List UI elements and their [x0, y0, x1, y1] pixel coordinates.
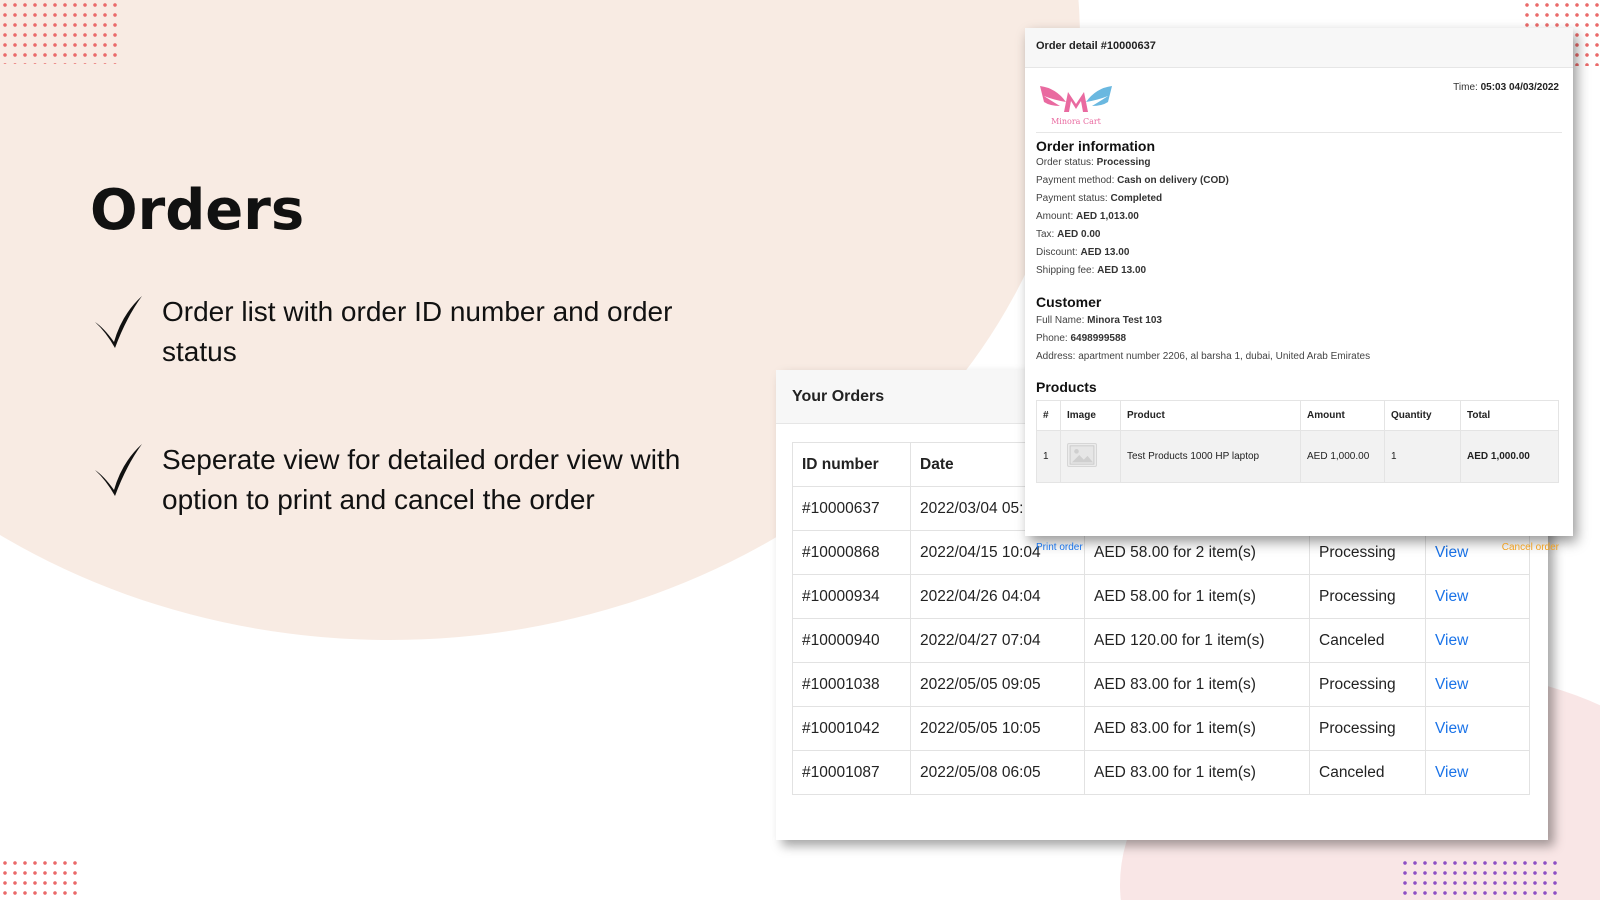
product-total: AED 1,000.00	[1461, 431, 1559, 483]
view-order-link[interactable]: View	[1426, 707, 1530, 751]
order-amount: AED 120.00 for 1 item(s)	[1085, 619, 1310, 663]
order-date: 2022/05/08 06:05	[911, 751, 1085, 795]
time-value: 05:03 04/03/2022	[1480, 82, 1559, 93]
kv-value: apartment number 2206, al barsha 1, dubai, United Arab Emirates	[1078, 351, 1371, 362]
slide-title: Orders	[90, 178, 305, 243]
order-id: #10000637	[793, 487, 911, 531]
payment-status-line	[1036, 193, 1162, 204]
dot-pattern-bottom-left	[0, 858, 80, 900]
products-table	[1036, 400, 1559, 483]
time-label: Time:	[1453, 82, 1478, 93]
order-status: Canceled	[1310, 619, 1426, 663]
view-order-link[interactable]: View	[1426, 619, 1530, 663]
orders-title: Your Orders	[776, 370, 1548, 424]
kv-value: AED 13.00	[1080, 247, 1130, 258]
kv-label: Order status:	[1036, 157, 1094, 168]
order-info-title: Order information	[1036, 138, 1156, 154]
product-num: 1	[1037, 431, 1061, 483]
order-amount: AED 83.00 for 1 item(s)	[1085, 663, 1310, 707]
column-header-date: Date	[911, 443, 1085, 487]
kv-value: Minora Test 103	[1087, 315, 1162, 326]
order-id: #10001087	[793, 751, 911, 795]
order-time	[1453, 82, 1559, 93]
column-header-total: Total	[1461, 401, 1559, 431]
product-name: Test Products 1000 HP laptop	[1121, 431, 1301, 483]
table-row	[793, 707, 1530, 751]
full-name-line	[1036, 315, 1162, 326]
feature-item	[92, 440, 702, 520]
order-date: 2022/04/27 07:04	[911, 619, 1085, 663]
product-amount: AED 1,000.00	[1301, 431, 1385, 483]
kv-value: AED 0.00	[1057, 229, 1101, 240]
order-amount: AED 58.00 for 1 item(s)	[1085, 575, 1310, 619]
kv-label: Payment status:	[1036, 193, 1108, 204]
order-id: #10001038	[793, 663, 911, 707]
address-line	[1036, 351, 1370, 362]
cancel-order-link[interactable]: Cancel order	[1501, 542, 1559, 553]
logo-wings-icon	[1036, 78, 1116, 128]
table-row	[793, 575, 1530, 619]
order-status: Canceled	[1310, 751, 1426, 795]
column-header-num: #	[1037, 401, 1061, 431]
kv-label: Discount:	[1036, 247, 1078, 258]
column-header-image: Image	[1061, 401, 1121, 431]
kv-label: Shipping fee:	[1036, 265, 1095, 276]
print-order-link[interactable]: Print order	[1036, 542, 1083, 553]
kv-label: Address:	[1036, 351, 1076, 362]
order-amount: AED 58.00 for 2 item(s)	[1085, 531, 1310, 575]
kv-value: Completed	[1110, 193, 1163, 204]
order-id: #10000940	[793, 619, 911, 663]
order-date: 2022/03/04 05:	[911, 487, 1085, 531]
view-order-link[interactable]: View	[1426, 575, 1530, 619]
products-title: Products	[1036, 379, 1097, 395]
column-header-id: ID number	[793, 443, 911, 487]
kv-label: Phone:	[1036, 333, 1068, 344]
order-amount: AED 83.00 for 1 item(s)	[1085, 707, 1310, 751]
order-status: Processing	[1310, 707, 1426, 751]
kv-label: Tax:	[1036, 229, 1055, 240]
product-quantity: 1	[1385, 431, 1461, 483]
phone-line	[1036, 333, 1126, 344]
order-status: Processing	[1310, 575, 1426, 619]
feature-text: Seperate view for detailed order view with option to print and cancel the order	[162, 444, 681, 515]
dot-pattern-bottom-right	[1400, 858, 1560, 900]
kv-label: Full Name:	[1036, 315, 1085, 326]
kv-label: Amount:	[1036, 211, 1074, 222]
order-date: 2022/04/15 10:04	[911, 531, 1085, 575]
customer-title: Customer	[1036, 294, 1102, 310]
feature-text: Order list with order ID number and order status	[162, 296, 673, 367]
order-id: #10000868	[793, 531, 911, 575]
checkmark-icon	[92, 292, 148, 352]
view-order-link[interactable]: View	[1426, 663, 1530, 707]
order-date: 2022/05/05 10:05	[911, 707, 1085, 751]
order-amount: AED 83.00 for 1 item(s)	[1085, 751, 1310, 795]
kv-value: Processing	[1096, 157, 1151, 168]
kv-value: 6498999588	[1070, 333, 1127, 344]
order-status-line	[1036, 157, 1151, 168]
divider	[1036, 132, 1562, 133]
order-status: Processing	[1310, 531, 1426, 575]
order-id: #10000934	[793, 575, 911, 619]
feature-item	[92, 292, 702, 372]
order-id: #10001042	[793, 707, 911, 751]
image-placeholder-icon	[1067, 443, 1097, 467]
shipping-fee-line	[1036, 265, 1146, 276]
kv-value: AED 13.00	[1097, 265, 1147, 276]
product-image-cell	[1061, 431, 1121, 483]
column-header-product: Product	[1121, 401, 1301, 431]
order-date: 2022/04/26 04:04	[911, 575, 1085, 619]
kv-value: AED 1,013.00	[1076, 211, 1139, 222]
kv-label: Payment method:	[1036, 175, 1115, 186]
table-row	[793, 663, 1530, 707]
amount-line	[1036, 211, 1139, 222]
view-order-link[interactable]: View	[1426, 531, 1530, 575]
order-date: 2022/05/05 09:05	[911, 663, 1085, 707]
payment-method-line	[1036, 175, 1229, 186]
order-status: Processing	[1310, 663, 1426, 707]
checkmark-icon	[92, 440, 148, 500]
tax-line	[1036, 229, 1100, 240]
view-order-link[interactable]: View	[1426, 751, 1530, 795]
dot-pattern-top-left	[0, 0, 122, 64]
logo-text: Minora Cart	[1051, 117, 1101, 126]
table-header-row	[1037, 401, 1559, 431]
table-row	[793, 531, 1530, 575]
column-header-amount: Amount	[1301, 401, 1385, 431]
table-row	[793, 619, 1530, 663]
order-detail-title: Order detail #10000637	[1025, 28, 1573, 68]
kv-value: Cash on delivery (COD)	[1117, 175, 1229, 186]
column-header-quantity: Quantity	[1385, 401, 1461, 431]
table-row	[1037, 431, 1559, 483]
minora-cart-logo	[1036, 78, 1116, 128]
table-row	[793, 751, 1530, 795]
discount-line	[1036, 247, 1129, 258]
